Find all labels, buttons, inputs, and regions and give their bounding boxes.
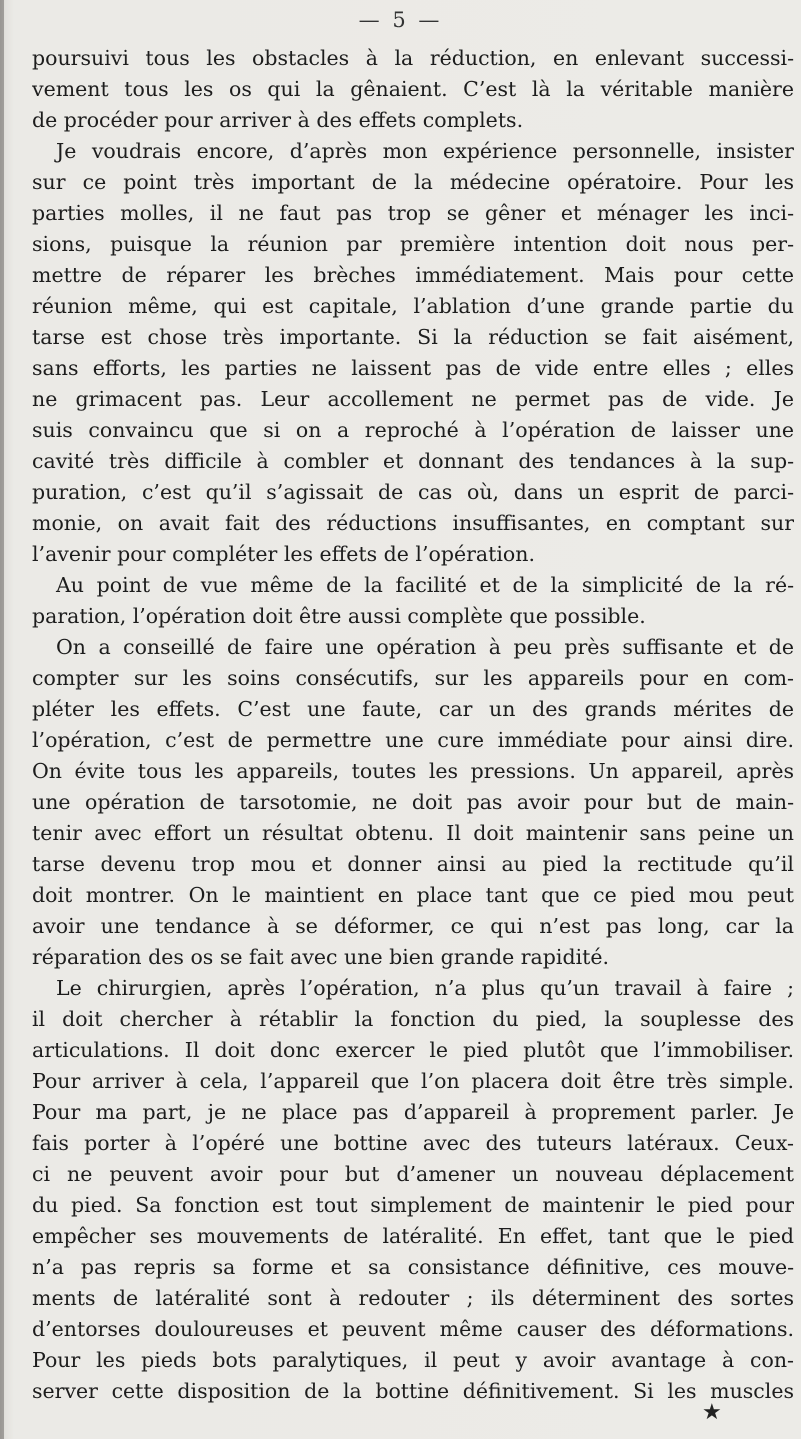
text-line: Le chirurgien, après l’opération, n’a plus qu’un travail à faire ; — [56, 976, 794, 1000]
text-line: sur ce point très important de la médecine opératoire. Pour les — [32, 170, 794, 194]
text-line: On a conseillé de faire une opération à peu près suffisante et de — [56, 635, 794, 659]
text-line: ments de latéralité sont à redouter ; ils déterminent des sortes — [32, 1286, 794, 1310]
text-line: sans efforts, les parties ne laissent pas de vide entre elles ; elles — [32, 356, 794, 380]
footer-asterisk-mark: ★ — [702, 1400, 722, 1425]
text-line: tarse devenu trop mou et donner ainsi au pied la rectitude qu’il — [32, 852, 794, 876]
text-line: réunion même, qui est capitale, l’ablation d’une grande partie du — [32, 294, 794, 318]
text-line: monie, on avait fait des réductions insuffisantes, en comptant sur — [32, 511, 794, 535]
text-line: réparation des os se fait avec une bien grande rapidité. — [32, 945, 610, 969]
text-line: paration, l’opération doit être aussi complète que possible. — [32, 604, 646, 628]
text-line: poursuivi tous les obstacles à la réduction, en enlevant successi- — [32, 46, 794, 70]
text-line: empêcher ses mouvements de latéralité. En effet, tant que le pied — [32, 1224, 794, 1248]
text-line: ci ne peuvent avoir pour but d’amener un nouveau déplacement — [32, 1162, 794, 1186]
text-line: Pour arriver à cela, l’appareil que l’on placera doit être très simple. — [32, 1069, 794, 1093]
text-line: Je voudrais encore, d’après mon expérience personnelle, insister — [56, 139, 794, 163]
text-line: doit montrer. On le maintient en place tant que ce pied mou peut — [32, 883, 794, 907]
text-line: de procéder pour arriver à des effets complets. — [32, 108, 524, 132]
text-line: articulations. Il doit donc exercer le pied plutôt que l’immobiliser. — [32, 1038, 794, 1062]
page-number: — 5 — — [358, 8, 443, 32]
text-line: l’avenir pour compléter les effets de l’opération. — [32, 542, 535, 566]
text-line: Pour les pieds bots paralytiques, il peut y avoir avantage à con- — [32, 1348, 794, 1372]
text-line: tenir avec effort un résultat obtenu. Il doit maintenir sans peine un — [32, 821, 794, 845]
text-line: vement tous les os qui la gênaient. C’est là la véritable manière — [32, 77, 794, 101]
text-line: ne grimacent pas. Leur accollement ne permet pas de vide. Je — [32, 387, 794, 411]
text-line: n’a pas repris sa forme et sa consistance définitive, ces mouve- — [32, 1255, 794, 1279]
page-gutter-edge — [0, 0, 4, 1439]
text-line: parties molles, il ne faut pas trop se gêner et ménager les inci- — [32, 201, 794, 225]
text-line: pléter les effets. C’est une faute, car un des grands mérites de — [32, 697, 794, 721]
text-line: puration, c’est qu’il s’agissait de cas où, dans un esprit de parci- — [32, 480, 794, 504]
text-line: server cette disposition de la bottine définitivement. Si les muscles — [32, 1379, 794, 1403]
text-line: une opération de tarsotomie, ne doit pas avoir pour but de main- — [32, 790, 794, 814]
text-line: il doit chercher à rétablir la fonction du pied, la souplesse des — [32, 1007, 794, 1031]
text-line: l’opération, c’est de permettre une cure immédiate pour ainsi dire. — [32, 728, 794, 752]
text-line: du pied. Sa fonction est tout simplement de maintenir le pied pour — [32, 1193, 794, 1217]
text-line: mettre de réparer les brèches immédiatement. Mais pour cette — [32, 263, 794, 287]
body-text — [32, 43, 794, 1407]
text-line: fais porter à l’opéré une bottine avec des tuteurs latéraux. Ceux- — [32, 1131, 794, 1155]
text-line: Pour ma part, je ne place pas d’appareil à proprement parler. Je — [32, 1100, 794, 1124]
text-line: d’entorses douloureuses et peuvent même causer des déformations. — [32, 1317, 794, 1341]
text-line: suis convaincu que si on a reproché à l’opération de laisser une — [32, 418, 794, 442]
text-line: compter sur les soins consécutifs, sur les appareils pour en com- — [32, 666, 794, 690]
text-line: sions, puisque la réunion par première intention doit nous per- — [32, 232, 794, 256]
text-line: Au point de vue même de la facilité et de la simplicité de la ré- — [56, 573, 794, 597]
text-line: On évite tous les appareils, toutes les pressions. Un appareil, après — [32, 759, 794, 783]
text-line: cavité très difficile à combler et donnant des tendances à la sup- — [32, 449, 794, 473]
text-line: tarse est chose très importante. Si la réduction se fait aisément, — [32, 325, 794, 349]
text-line: avoir une tendance à se déformer, ce qui n’est pas long, car la — [32, 914, 794, 938]
